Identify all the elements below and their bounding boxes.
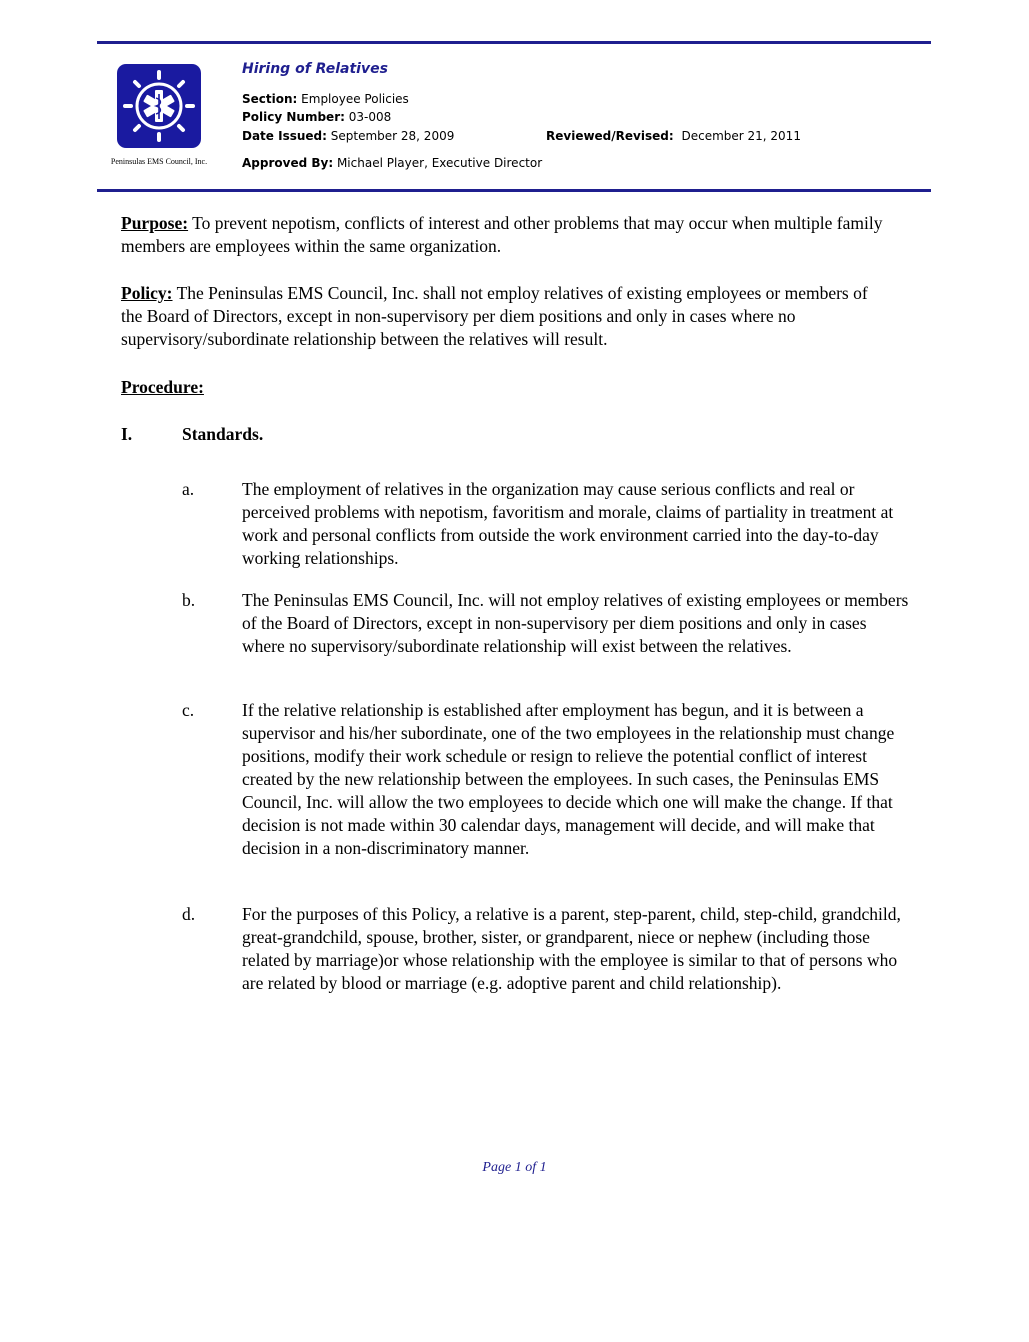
- purpose-text: To prevent nepotism, conflicts of interest and other problems that may occur when multiple family members are employees within the same organization.: [121, 213, 883, 256]
- header-bottom-rule: [97, 189, 931, 192]
- ship-wheel-star-of-life-icon: [117, 64, 201, 148]
- header-top-rule: [97, 41, 931, 44]
- council-logo: [117, 64, 201, 148]
- reviewed-value: December 21, 2011: [681, 129, 801, 143]
- page-number: Page 1 of 1: [482, 1160, 547, 1175]
- section-title: Standards.: [182, 424, 264, 444]
- section-number: I.: [121, 424, 133, 444]
- item-letter-d: d.: [182, 904, 196, 924]
- procedure-label: Procedure:: [121, 377, 204, 397]
- policy-number-label: Policy Number:: [242, 110, 345, 124]
- policy-number-value: 03-008: [348, 110, 392, 124]
- purpose-label: Purpose:: [121, 213, 189, 233]
- logo-caption: Peninsulas EMS Council, Inc.: [110, 157, 208, 166]
- approved-value: Michael Player, Executive Director: [336, 156, 543, 170]
- procedure-heading: [121, 376, 891, 399]
- approved-line: [242, 156, 542, 170]
- policy-label: Policy:: [121, 283, 173, 303]
- section-line: [242, 92, 409, 106]
- item-text-d: For the purposes of this Policy, a relative is a parent, step-parent, child, step-child, grandchild, great-grandchild, spouse, brother, sister, or grandparent, niece or nephew (including those related by marriage)or whose relationship with the employee is similar to that of persons who are related by blood or marriage (e.g. adoptive parent and child relationship).: [242, 904, 901, 993]
- item-text-b: The Peninsulas EMS Council, Inc. will not employ relatives of existing employees or members of the Board of Directors, except in non-supervisory per diem positions and only in cases where no supervisory/subordinate relationship will exist between the relatives.: [242, 590, 909, 656]
- reviewed-line: [546, 129, 801, 143]
- purpose-paragraph: [121, 212, 891, 258]
- policy-number-line: [242, 110, 391, 124]
- item-letter-b: b.: [182, 590, 196, 610]
- item-letter-c: c.: [182, 700, 195, 720]
- section-value: Employee Policies: [301, 92, 409, 106]
- date-issued-line: [242, 129, 454, 143]
- item-text-c: If the relative relationship is established after employment has begun, and it is between a supervisor and his/her subordinate, one of the two employees in the relationship must change positions, modify their work schedule or resign to relieve the potential conflict of interest created by the new relationship between the employees. In such cases, the Peninsulas EMS Council, Inc. will allow the two employees to decide which one will make the change. If that decision is not made within 30 calendar days, management will decide, and will make that decision in a non-discriminatory manner.: [242, 700, 895, 858]
- item-letter-a: a.: [182, 479, 195, 499]
- approved-label: Approved By:: [242, 156, 334, 170]
- date-issued-value: September 28, 2009: [330, 129, 455, 143]
- item-text-a: The employment of relatives in the organization may cause serious conflicts and real or perceived problems with nepotism, favoritism and morale, claims of partiality in treatment at work and personal conflicts from outside the work environment carried into the day-to-day working relationships.: [242, 479, 894, 568]
- policy-title: Hiring of Relatives: [242, 61, 388, 77]
- policy-text: The Peninsulas EMS Council, Inc. shall not employ relatives of existing employees or members of the Board of Directors, except in non-supervisory per diem positions and only in cases where no supervisory/subordinate relationship between the relatives will result.: [121, 283, 868, 349]
- date-issued-label: Date Issued:: [242, 129, 327, 143]
- policy-paragraph: [121, 282, 891, 351]
- section-label: Section:: [242, 92, 298, 106]
- reviewed-label: Reviewed/Revised:: [546, 129, 674, 143]
